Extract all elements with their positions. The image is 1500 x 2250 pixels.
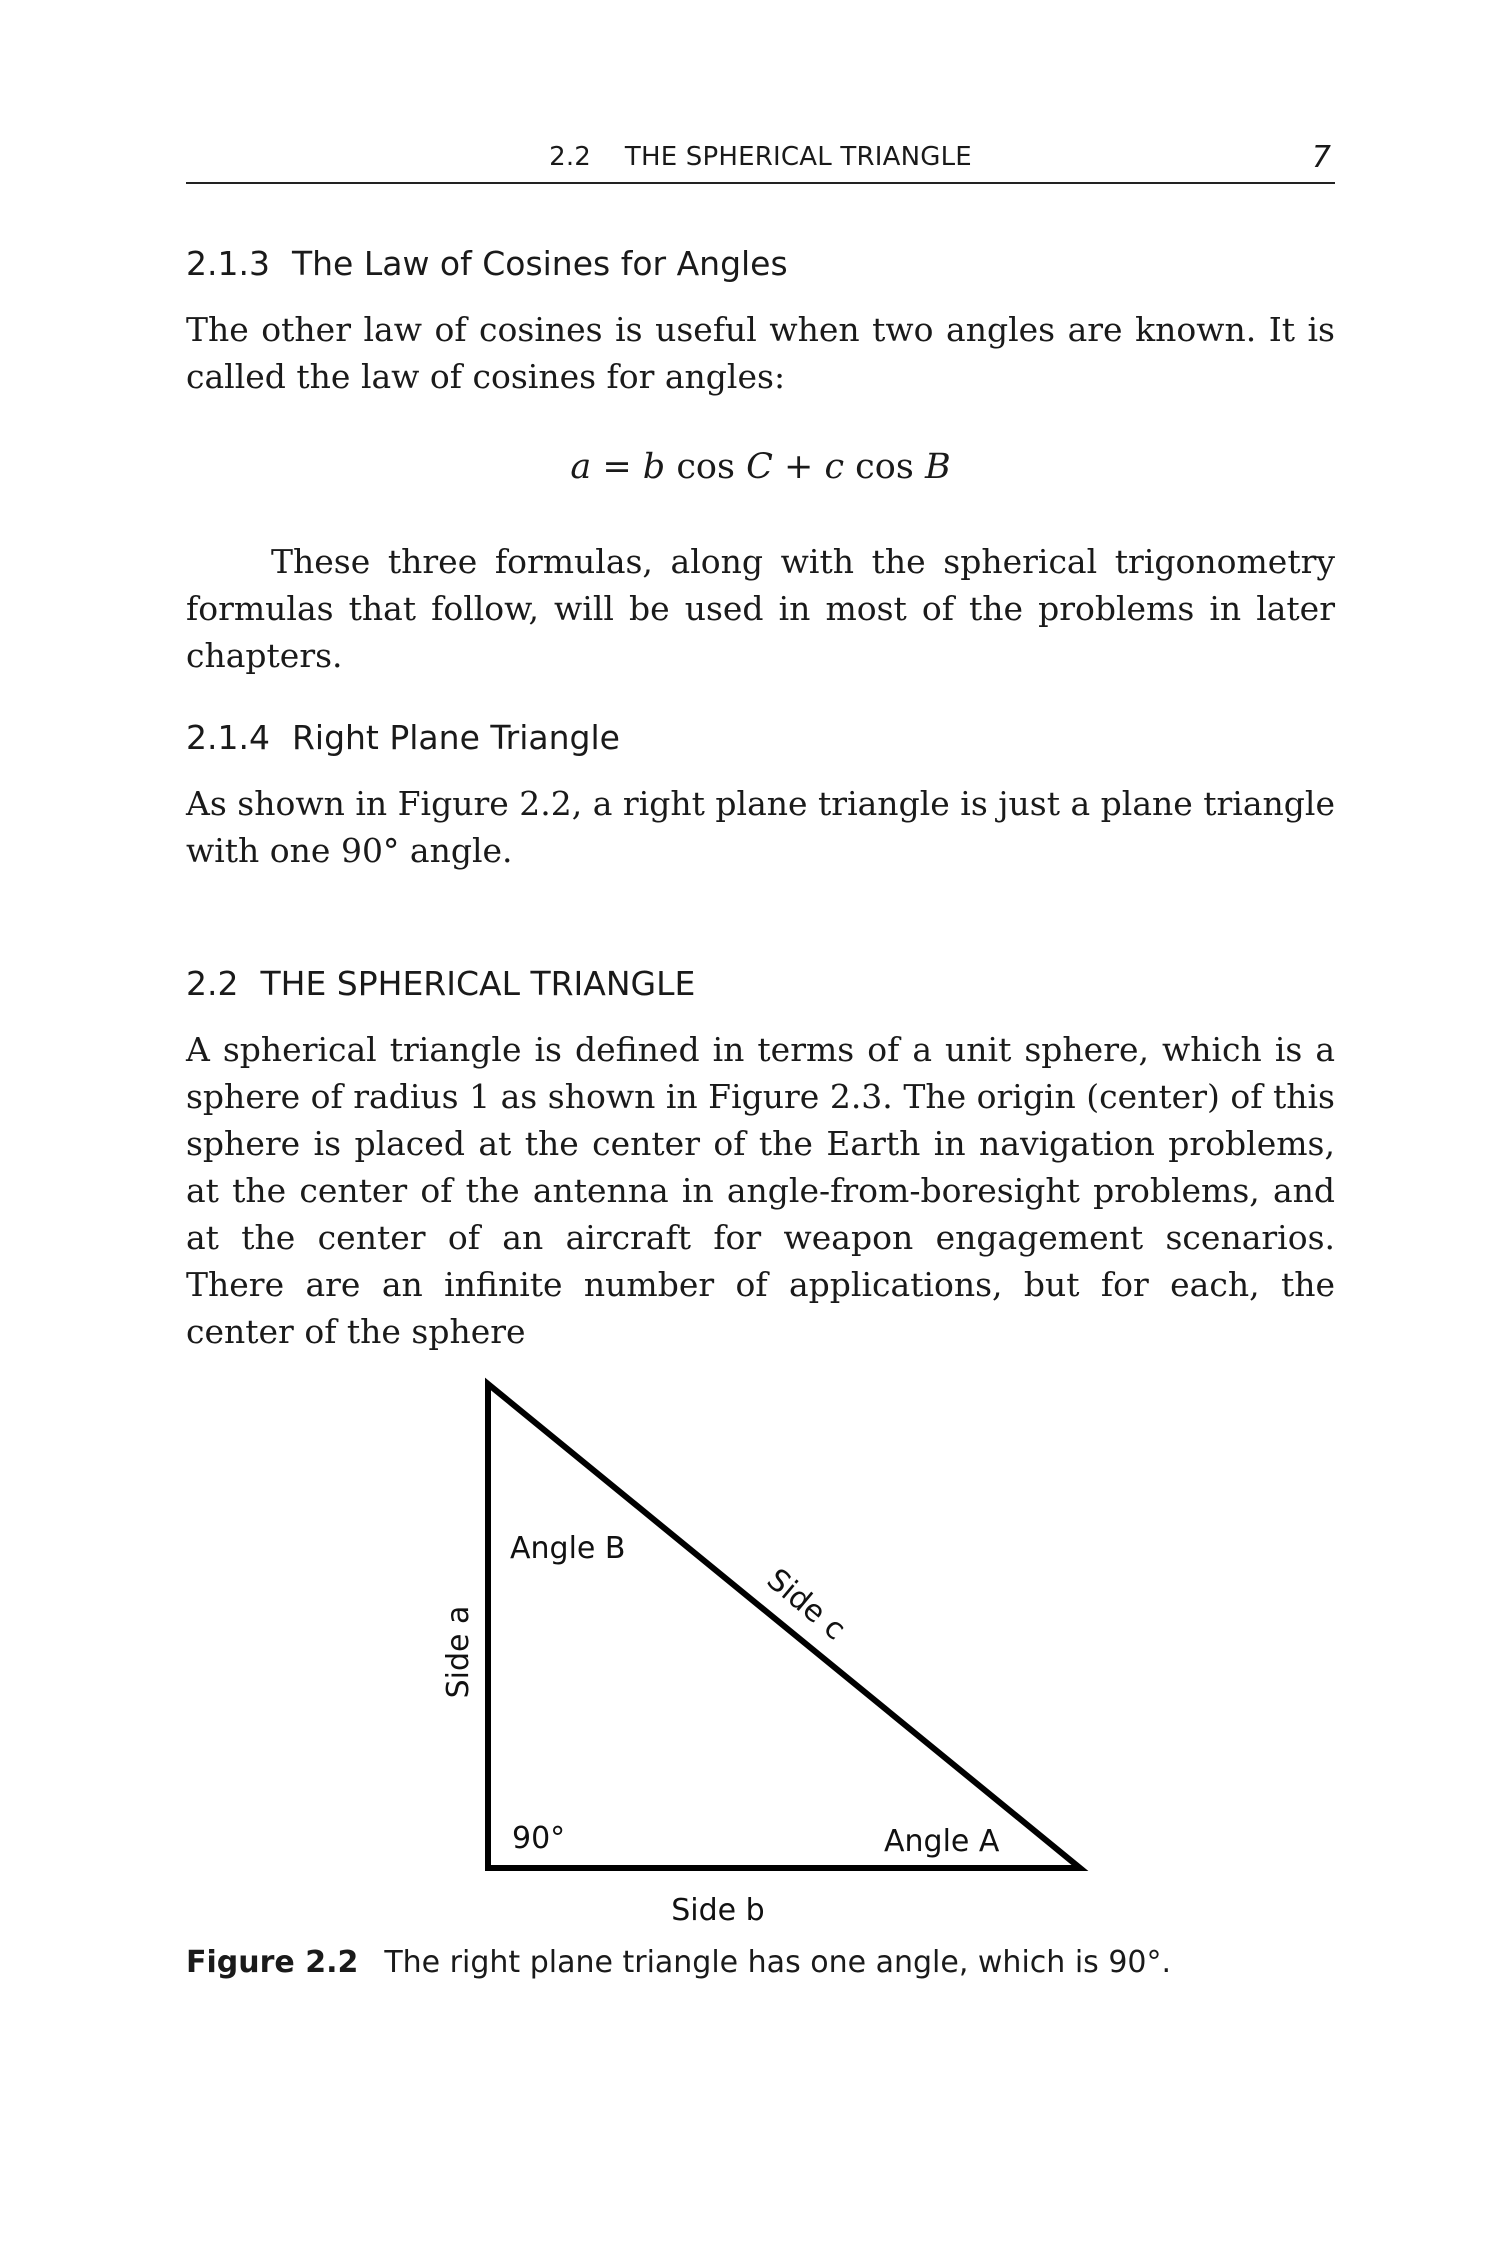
paragraph-spherical-triangle: A spherical triangle is defined in terms of a unit sphere, which is a sphere of radius 1 as shown in Figure 2.3. The origin (center) of this sphere is placed at the center of the Earth in navigation problems, at the center of the antenna in angle-from-boresight problems, and at the center of an aircraft for weapon engagement scenarios. There are an infinite number of applications, but for each, the center of the sphere xyxy=(186,1030,1335,1351)
section-title: The Law of Cosines for Angles xyxy=(291,244,788,283)
eq-cos-2: cos xyxy=(844,447,925,487)
label-side-b: Side b xyxy=(671,1893,765,1928)
eq-equals: = xyxy=(591,447,643,487)
eq-var-C: C xyxy=(746,447,773,487)
paragraph-formulas-followup: These three formulas, along with the spherical trigonometry formulas that follow, will be used in most of the problems in later chapters. xyxy=(186,542,1335,675)
paragraph-law-of-cosines-intro: The other law of cosines is useful when two angles are known. It is called the law of cosines for angles: xyxy=(186,310,1335,396)
page-number: 7 xyxy=(1311,140,1331,175)
label-side-a: Side a xyxy=(441,1605,476,1699)
figure-caption-label: Figure 2.2 xyxy=(186,1945,359,1980)
label-angle-a: Angle A xyxy=(884,1824,1000,1859)
eq-var-B: B xyxy=(924,447,951,487)
section-title: Right Plane Triangle xyxy=(291,718,620,757)
eq-var-a: a xyxy=(570,447,592,487)
label-angle-b: Angle B xyxy=(510,1531,626,1566)
figure-caption-text: The right plane triangle has one angle, which is 90°. xyxy=(384,1945,1172,1980)
eq-var-b: b xyxy=(642,447,666,487)
eq-cos-1: cos xyxy=(665,447,747,487)
label-right-angle: 90° xyxy=(512,1821,566,1856)
right-triangle-shape xyxy=(488,1384,1080,1868)
figure-caption xyxy=(186,1945,1171,1980)
eq-var-c: c xyxy=(824,447,845,487)
running-head-title: 2.2 THE SPHERICAL TRIANGLE xyxy=(549,142,972,172)
paragraph-right-plane-triangle: As shown in Figure 2.2, a right plane triangle is just a plane triangle with one 90° angle. xyxy=(186,784,1335,870)
label-side-c: Side c xyxy=(760,1562,853,1648)
section-number: 2.2 xyxy=(186,964,239,1003)
section-number: 2.1.4 xyxy=(186,718,270,757)
eq-plus: + xyxy=(772,447,825,487)
section-number: 2.1.3 xyxy=(186,244,270,283)
section-title: THE SPHERICAL TRIANGLE xyxy=(260,964,696,1003)
